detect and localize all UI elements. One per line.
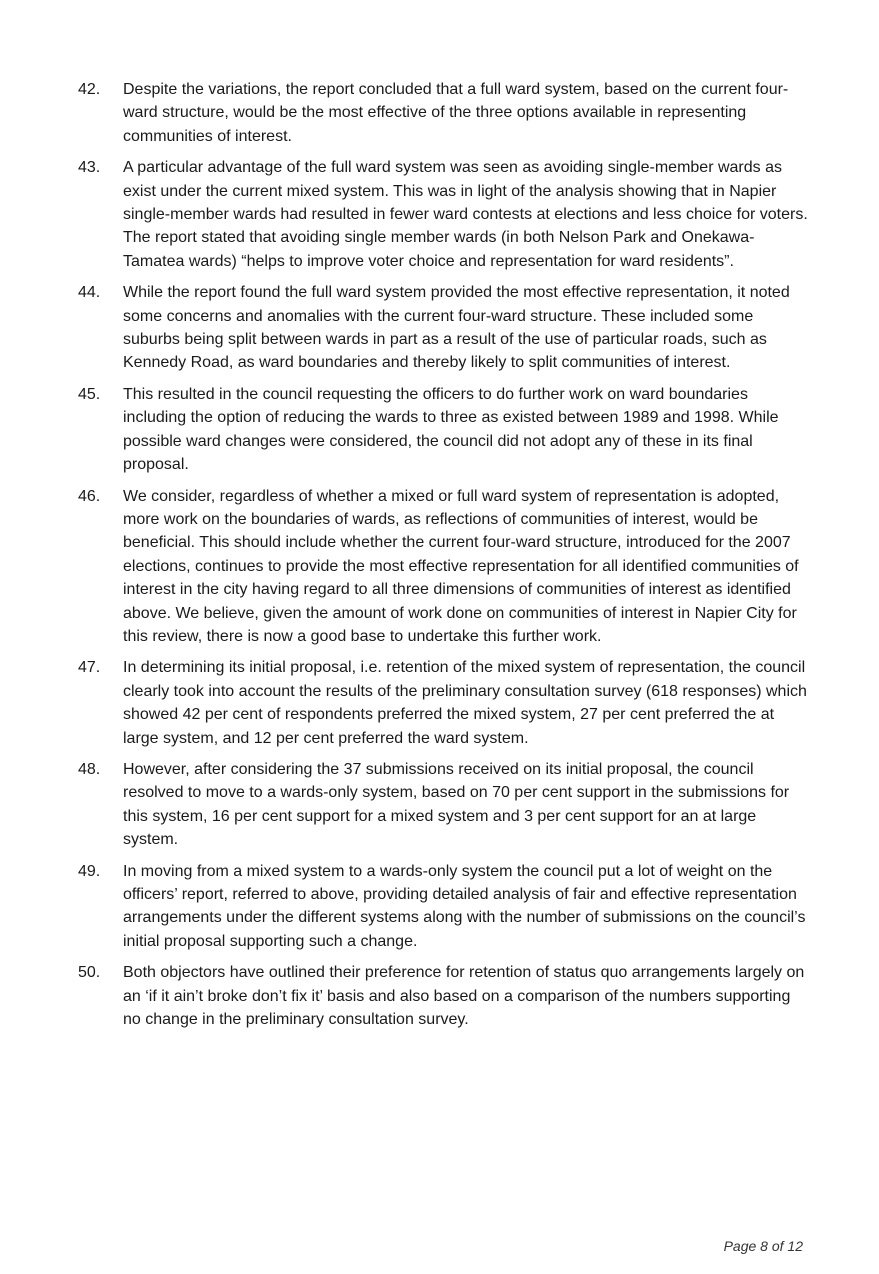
paragraph-49: [78, 860, 808, 954]
paragraph-text: In determining its initial proposal, i.e. retention of the mixed system of representation, the council clearly took into account the results of the preliminary consultation survey (618 responses) which showed 42 per cent of respondents preferred the mixed system, 27 per cent preferred the at large system, and 12 per cent preferred the ward system.: [123, 659, 807, 747]
paragraph-number: 43.: [78, 159, 101, 177]
paragraph-number: 46.: [78, 487, 101, 505]
paragraph-44: [78, 281, 808, 375]
paragraph-50: [78, 961, 808, 1031]
paragraph-text: A particular advantage of the full ward system was seen as avoiding single-member wards as exist under the current mixed system. This was in light of the analysis showing that in Napier single-member wards had resulted in fewer ward contests at elections and less choice for voters. The report stated that avoiding single member wards (in both Nelson Park and Onekawa-Tamatea wards) “helps to improve voter choice and representation for ward residents”.: [123, 159, 808, 270]
paragraph-46: [78, 485, 808, 649]
paragraph-text: In moving from a mixed system to a wards-only system the council put a lot of weight on the officers’ report, referred to above, providing detailed analysis of fair and effective representation arrangements under the different systems along with the number of submissions on the council’s initial proposal supporting such a change.: [123, 862, 806, 950]
paragraph-43: [78, 156, 808, 273]
paragraph-48: [78, 758, 808, 852]
paragraph-number: 44.: [78, 284, 101, 302]
paragraph-text: We consider, regardless of whether a mixed or full ward system of representation is adopted, more work on the boundaries of wards, as reflections of communities of interest, would be beneficial. This should include whether the current four-ward structure, introduced for the 2007 elections, continues to provide the most effective representation for all identified communities of interest in the city having regard to all three dimensions of communities of interest as identified above. We believe, given the amount of work done on communities of interest in Napier City for this review, there is now a good base to undertake this further work.: [123, 487, 799, 645]
page-number-footer: Page 8 of 12: [723, 1238, 803, 1254]
paragraph-number: 50.: [78, 964, 101, 982]
paragraph-number: 45.: [78, 385, 101, 403]
paragraph-45: [78, 383, 808, 477]
paragraph-text: However, after considering the 37 submissions received on its initial proposal, the council resolved to move to a wards-only system, based on 70 per cent support in the submissions for this system, 16 per cent support for a mixed system and 3 per cent support for an at large system.: [123, 760, 790, 849]
paragraph-42: [78, 78, 808, 148]
paragraph-text: While the report found the full ward system provided the most effective representation, it noted some concerns and anomalies with the current four-ward structure. These included some suburbs being split between wards in part as a result of the use of particular roads, such as Kennedy Road, as ward boundaries and thereby likely to split communities of interest.: [123, 284, 790, 372]
paragraph-number: 42.: [78, 81, 101, 98]
paragraph-text: Both objectors have outlined their preference for retention of status quo arrangements largely on an ‘if it ain’t broke don’t fix it’ basis and also based on a comparison of the numbers supporting no change in the preliminary consultation survey.: [123, 964, 805, 1029]
paragraph-number: 49.: [78, 862, 101, 880]
paragraph-list: [78, 78, 808, 1039]
paragraph-number: 48.: [78, 760, 101, 778]
paragraph-number: 47.: [78, 659, 101, 677]
paragraph-text: This resulted in the council requesting the officers to do further work on ward boundaries including the option of reducing the wards to three as existed between 1989 and 1998. While possible ward changes were considered, the council did not adopt any of these in its final proposal.: [123, 385, 779, 474]
paragraph-text: Despite the variations, the report concluded that a full ward system, based on the current four-ward structure, would be the most effective of the three options available in representing communities of interest.: [123, 81, 789, 145]
paragraph-47: [78, 656, 808, 750]
